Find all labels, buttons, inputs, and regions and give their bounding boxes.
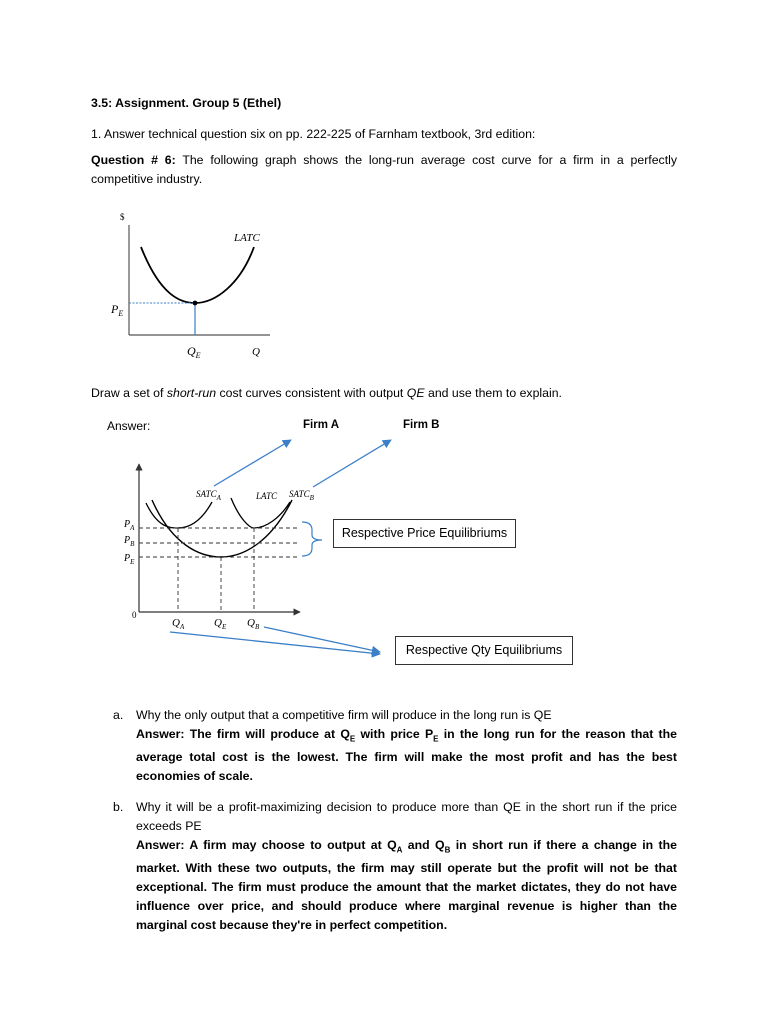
item-a-question: Why the only output that a competitive firm will produce in the long run is QE	[136, 708, 552, 722]
item-b-answer: Answer: A firm may choose to output at $Q_A$ and $Q_B$ in short run if there a change in the market. With these two outputs, the firm may still operate but the profit will not be that exceptional. The firm must produce the amount that the market dictates, they do not have influence over price, and should produce where marginal revenue is higher than the marginal cost because they're in perfect competition.	[136, 838, 678, 933]
pe-label-2: $P_E$	[124, 553, 135, 566]
satc-b-label: $SATC_B$	[289, 489, 314, 502]
qb-label: $Q_B$	[247, 617, 260, 631]
qa-label: $Q_A$	[172, 617, 185, 631]
firm-a-arrow	[214, 440, 291, 486]
qe-label: $Q_E$	[187, 344, 201, 360]
item-a-answer: Answer: The firm will produce at $Q_E$ with price $P_E$ in the long run for the reason that the average total cost is the lowest. The firm will make the most profit and has the best economies of scale.	[136, 727, 677, 784]
price-brace	[302, 522, 322, 556]
firm-a-label: Firm A	[303, 419, 339, 431]
qty-arrow-2	[170, 632, 380, 654]
latc-label: LATC	[234, 232, 260, 244]
satc-a-label: $SATC_A$	[196, 489, 221, 502]
qty-equilibrium-box: Respective Qty Equilibriums	[395, 636, 573, 665]
question-label: Question # 6:	[91, 153, 176, 167]
item-a	[136, 706, 677, 786]
satc-b-curve	[231, 498, 290, 528]
draw-prompt: Draw a set of short-run cost curves consistent with output QE and use them to explain.	[91, 386, 562, 400]
question-text: The following graph shows the long-run average cost curve for a firm in a perfectly competitive industry.	[91, 153, 677, 186]
answer-label: Answer:	[107, 419, 151, 433]
q-axis-label: Q	[252, 346, 260, 358]
document-heading: 3.5: Assignment. Group 5 (Ethel)	[91, 96, 282, 110]
latc-curve-2	[152, 500, 292, 557]
pe-label: $P_E$	[111, 302, 124, 318]
origin-label: 0	[132, 610, 137, 620]
dollar-axis-label: $	[120, 212, 125, 222]
firm-b-label: Firm B	[403, 419, 440, 431]
pa-label: $P_A$	[124, 519, 135, 532]
item-b-marker: b.	[113, 800, 124, 814]
item-b	[136, 798, 677, 935]
pb-label: $P_B$	[124, 535, 135, 548]
item-a-marker: a.	[113, 708, 124, 722]
price-equilibrium-box: Respective Price Equilibriums	[333, 519, 516, 548]
latc-label-2: LATC	[256, 491, 278, 501]
instruction-text: 1. Answer technical question six on pp. 222-225 of Farnham textbook, 3rd edition:	[91, 127, 536, 141]
qe-label-2: $Q_E$	[214, 617, 227, 631]
item-b-question: Why it will be a profit-maximizing decision to produce more than QE in the short run if the price exceeds PE	[136, 800, 677, 833]
satc-a-curve	[146, 502, 212, 528]
firm-b-arrow	[313, 440, 391, 487]
